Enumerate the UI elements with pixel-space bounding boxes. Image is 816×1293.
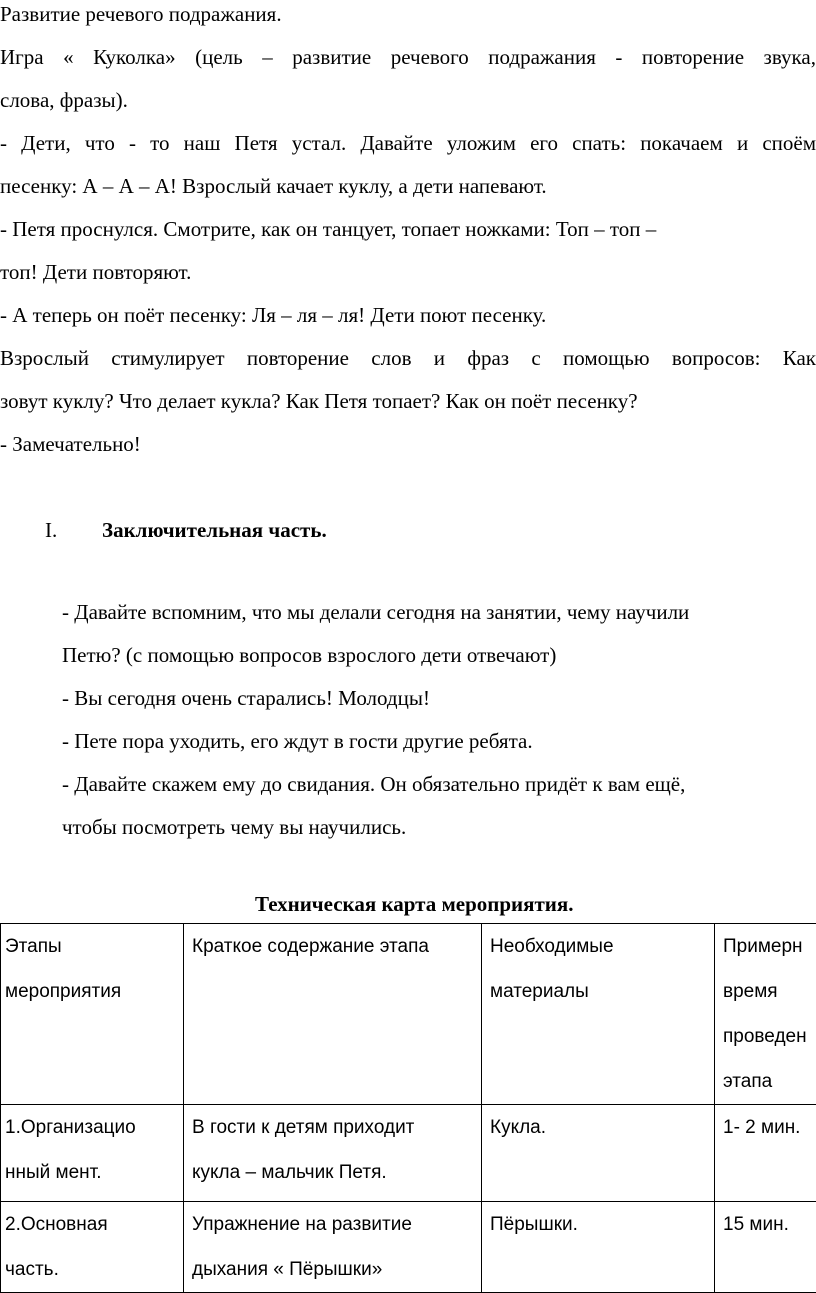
table-header-row (1, 924, 816, 1105)
table-cell (184, 1202, 482, 1293)
paragraph-line: - Пете пора уходить, его ждут в гости другие ребята. (62, 727, 533, 755)
paragraph-line: - Петя проснулся. Смотрите, как он танцует, топает ножками: Топ – топ – (0, 215, 656, 243)
cell-text-line: Необходимые (490, 924, 714, 969)
cell-text-line: материалы (490, 969, 714, 1014)
paragraph-line: слова, фразы). (0, 86, 128, 114)
table-cell (482, 1105, 715, 1202)
cell-text-line: 15 мин. (723, 1202, 816, 1247)
table-cell (1, 1202, 184, 1293)
cell-text-line: мероприятия (5, 969, 183, 1014)
cell-text-line: Этапы (5, 924, 183, 969)
table-header-cell (1, 924, 184, 1105)
paragraph-line: топ! Дети повторяют. (0, 258, 191, 286)
cell-text-line: нный мент. (5, 1150, 183, 1195)
table-cell (715, 1202, 816, 1293)
cell-text-line: этапа (723, 1059, 816, 1104)
table-cell (184, 1105, 482, 1202)
paragraph-line: Взрослый стимулирует повторение слов и фраз с помощью вопросов: Как (0, 344, 816, 372)
cell-text-line: проведен (723, 1014, 816, 1059)
cell-text-line: 1- 2 мин. (723, 1105, 816, 1150)
section-number: I. (45, 516, 57, 544)
paragraph-line: песенку: А – А – А! Взрослый качает куклу, а дети напевают. (0, 172, 547, 200)
cell-text-line: В гости к детям приходит (192, 1105, 481, 1150)
event-table (0, 923, 816, 1293)
cell-text-line: дыхания « Пёрышки» (192, 1247, 481, 1292)
cell-text-line: Краткое содержание этапа (192, 924, 481, 969)
paragraph-line: - Замечательно! (0, 430, 141, 458)
table-cell (715, 1105, 816, 1202)
paragraph-line: - Дети, что - то наш Петя устал. Давайте уложим его спать: покачаем и споём (0, 129, 816, 157)
section-heading: Развитие речевого подражания. (0, 0, 282, 28)
cell-text-line: Примерн (723, 924, 816, 969)
table-row (1, 1202, 816, 1293)
cell-text-line: 2.Основная (5, 1202, 183, 1247)
paragraph-line: - А теперь он поёт песенку: Ля – ля – ля! Дети поют песенку. (0, 301, 546, 329)
table-header-cell (715, 924, 816, 1105)
cell-text-line: кукла – мальчик Петя. (192, 1150, 481, 1195)
paragraph-line: Игра « Куколка» (цель – развитие речевого подражания - повторение звука, (0, 43, 816, 71)
cell-text-line: часть. (5, 1247, 183, 1292)
section-title: Заключительная часть. (102, 516, 327, 544)
table-title: Техническая карта мероприятия. (255, 890, 574, 918)
table-header-cell (184, 924, 482, 1105)
cell-text-line: время (723, 969, 816, 1014)
table-row (1, 1105, 816, 1202)
paragraph-line: зовут куклу? Что делает кукла? Как Петя топает? Как он поёт песенку? (0, 387, 638, 415)
table-cell (1, 1105, 184, 1202)
cell-text-line: Упражнение на развитие (192, 1202, 481, 1247)
paragraph-line: - Давайте вспомним, что мы делали сегодня на занятии, чему научили (62, 598, 689, 626)
cell-text-line: Пёрышки. (490, 1202, 714, 1247)
paragraph-line: Петю? (с помощью вопросов взрослого дети отвечают) (62, 641, 556, 669)
table-header-cell (482, 924, 715, 1105)
paragraph-line: - Вы сегодня очень старались! Молодцы! (62, 684, 430, 712)
paragraph-line: - Давайте скажем ему до свидания. Он обязательно придёт к вам ещё, (62, 770, 685, 798)
cell-text-line: Кукла. (490, 1105, 714, 1150)
table-cell (482, 1202, 715, 1293)
paragraph-line: чтобы посмотреть чему вы научились. (62, 813, 406, 841)
cell-text-line: 1.Организацио (5, 1105, 183, 1150)
